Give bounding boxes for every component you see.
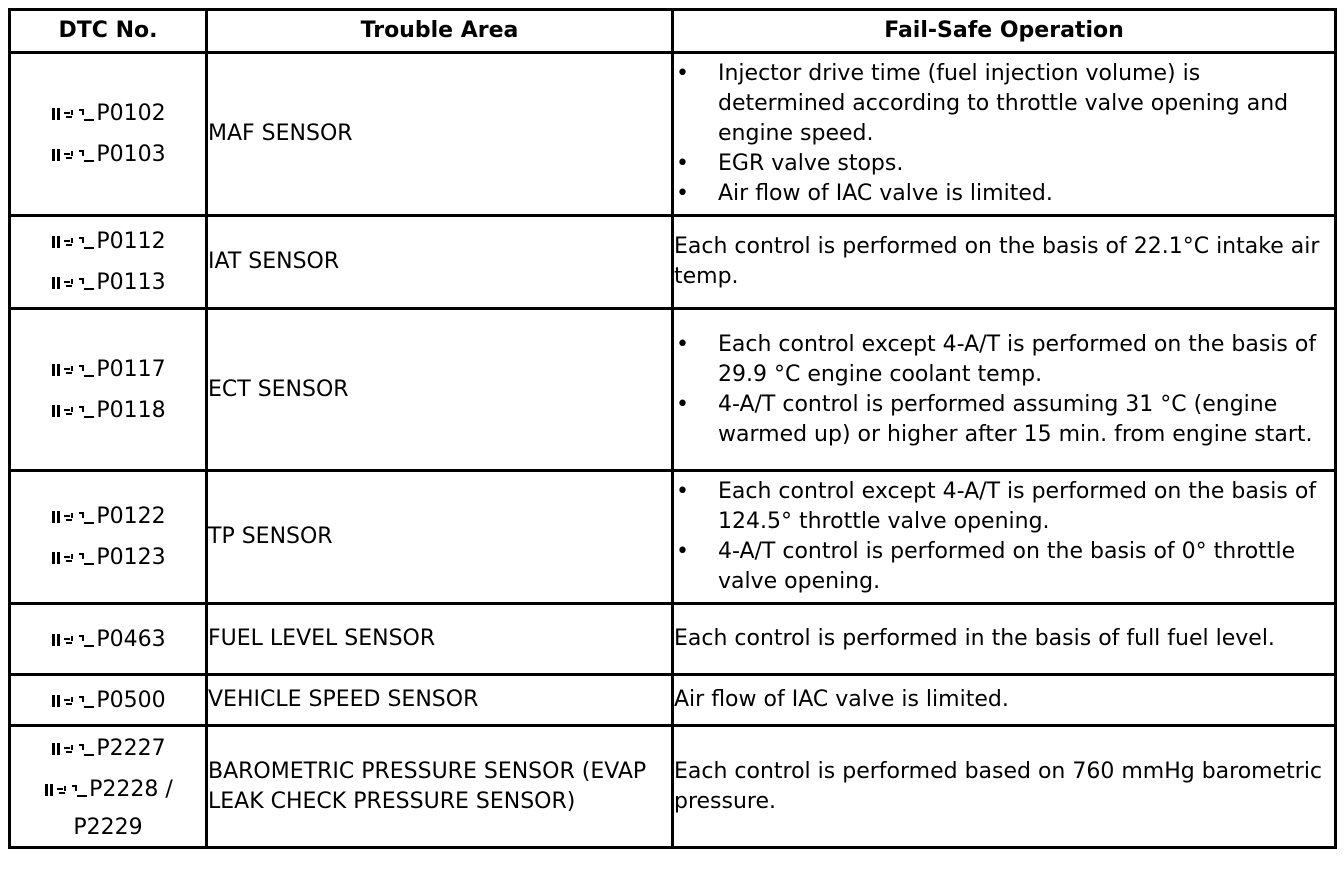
dtc-code: P0122 bbox=[96, 504, 166, 529]
dtc-code: P0123 bbox=[96, 545, 166, 570]
dtc-code-entry[interactable] bbox=[11, 728, 205, 769]
fail-safe-list bbox=[674, 477, 1334, 597]
table-row bbox=[10, 309, 1336, 471]
dtc-fail-safe-table bbox=[8, 8, 1337, 849]
trouble-area-cell: MAF SENSOR bbox=[207, 53, 673, 216]
dtc-cell bbox=[10, 675, 207, 726]
fail-safe-cell: Each control is performed on the basis of 22.1°C intake air temp. bbox=[673, 216, 1336, 309]
link-glyph-icon bbox=[50, 740, 94, 758]
table-row bbox=[10, 53, 1336, 216]
dtc-code-entry[interactable] bbox=[11, 221, 205, 262]
header-row bbox=[10, 10, 1336, 53]
fail-safe-cell: Each control is performed in the basis of full fuel level. bbox=[673, 604, 1336, 675]
fail-safe-item: • 4-A/T control is performed assuming 31 °C (engine warmed up) or higher after 15 min. from engine start. bbox=[674, 390, 1334, 450]
link-glyph-icon bbox=[50, 274, 94, 292]
link-glyph-icon bbox=[50, 402, 94, 420]
fail-safe-item: • Each control except 4-A/T is performed on the basis of 29.9 °C engine coolant temp. bbox=[674, 330, 1334, 390]
dtc-code: P0500 bbox=[96, 687, 166, 713]
header-dtc-no: DTC No. bbox=[10, 10, 207, 53]
dtc-code-continuation: P2229 bbox=[73, 815, 143, 840]
dtc-cell bbox=[10, 726, 207, 848]
dtc-code-entry[interactable] bbox=[11, 390, 205, 431]
fail-safe-item: • EGR valve stops. bbox=[674, 149, 1334, 179]
fail-safe-cell: Air flow of IAC valve is limited. bbox=[673, 675, 1336, 726]
dtc-code: P0463 bbox=[96, 626, 166, 652]
table-row bbox=[10, 604, 1336, 675]
dtc-cell bbox=[10, 309, 207, 471]
link-glyph-icon bbox=[50, 233, 94, 251]
dtc-code: P2227 bbox=[96, 736, 166, 761]
header-trouble-area: Trouble Area bbox=[207, 10, 673, 53]
dtc-code: P0112 bbox=[96, 229, 166, 254]
dtc-code-entry[interactable] bbox=[11, 262, 205, 303]
dtc-code-entry[interactable] bbox=[11, 349, 205, 390]
fail-safe-item: • Injector drive time (fuel injection volume) is determined according to throttle valve opening and engine speed. bbox=[674, 59, 1334, 149]
dtc-cell bbox=[10, 53, 207, 216]
trouble-area-cell: TP SENSOR bbox=[207, 471, 673, 604]
trouble-area-cell: VEHICLE SPEED SENSOR bbox=[207, 675, 673, 726]
dtc-code-entry[interactable] bbox=[11, 93, 205, 134]
header-fail-safe-operation: Fail-Safe Operation bbox=[673, 10, 1336, 53]
dtc-code-entry[interactable] bbox=[11, 496, 205, 537]
link-glyph-icon bbox=[43, 781, 87, 799]
table-row bbox=[10, 726, 1336, 848]
fail-safe-cell bbox=[673, 471, 1336, 604]
dtc-code-entry[interactable] bbox=[11, 680, 205, 721]
dtc-code: P0118 bbox=[96, 397, 166, 423]
table-row bbox=[10, 216, 1336, 309]
fail-safe-item: • 4-A/T control is performed on the basis of 0° throttle valve opening. bbox=[674, 537, 1334, 597]
dtc-code: P0103 bbox=[96, 142, 166, 167]
trouble-area-cell: FUEL LEVEL SENSOR bbox=[207, 604, 673, 675]
trouble-area-cell: ECT SENSOR bbox=[207, 309, 673, 471]
dtc-code: P0102 bbox=[96, 101, 166, 126]
fail-safe-item: • Air flow of IAC valve is limited. bbox=[674, 179, 1334, 209]
dtc-code: P2228 / bbox=[89, 777, 173, 802]
fail-safe-list bbox=[674, 59, 1334, 209]
link-glyph-icon bbox=[50, 508, 94, 526]
dtc-cell bbox=[10, 216, 207, 309]
dtc-code-entry[interactable] bbox=[11, 619, 205, 660]
dtc-code: P0113 bbox=[96, 270, 166, 295]
trouble-area-cell: IAT SENSOR bbox=[207, 216, 673, 309]
fail-safe-cell bbox=[673, 53, 1336, 216]
link-glyph-icon bbox=[50, 146, 94, 164]
dtc-code-entry[interactable] bbox=[11, 537, 205, 578]
dtc-cell bbox=[10, 604, 207, 675]
link-glyph-icon bbox=[50, 361, 94, 379]
link-glyph-icon bbox=[50, 105, 94, 123]
table-row bbox=[10, 675, 1336, 726]
dtc-code-entry[interactable] bbox=[11, 769, 205, 810]
dtc-code-entry[interactable] bbox=[11, 134, 205, 175]
dtc-code: P0117 bbox=[96, 356, 166, 382]
fail-safe-cell: Each control is performed based on 760 mmHg barometric pressure. bbox=[673, 726, 1336, 848]
fail-safe-item: • Each control except 4-A/T is performed on the basis of 124.5° throttle valve opening. bbox=[674, 477, 1334, 537]
link-glyph-icon bbox=[50, 631, 94, 649]
table-row bbox=[10, 471, 1336, 604]
dtc-cell bbox=[10, 471, 207, 604]
fail-safe-cell bbox=[673, 309, 1336, 471]
link-glyph-icon bbox=[50, 692, 94, 710]
trouble-area-cell: BAROMETRIC PRESSURE SENSOR (EVAP LEAK CHECK PRESSURE SENSOR) bbox=[207, 726, 673, 848]
link-glyph-icon bbox=[50, 549, 94, 567]
fail-safe-list bbox=[674, 330, 1334, 450]
